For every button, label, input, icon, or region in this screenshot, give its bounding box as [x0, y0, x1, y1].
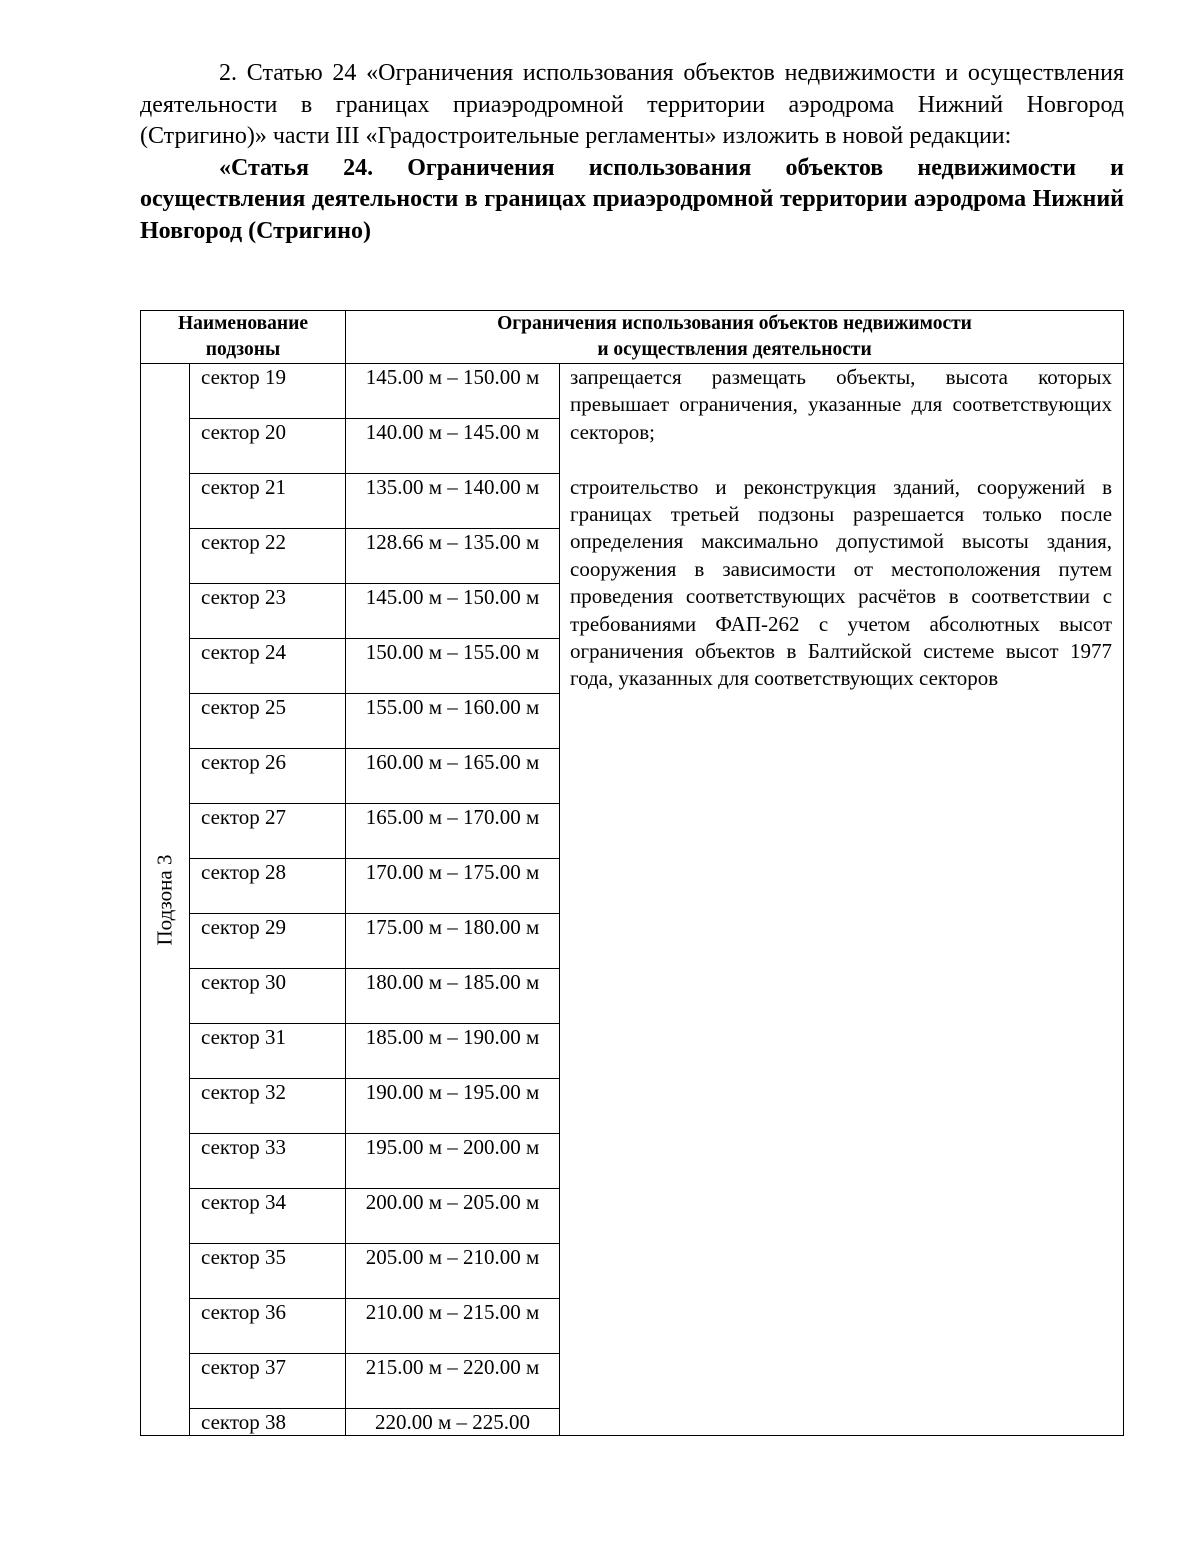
- height-range-cell: 140.00 м – 145.00 м: [346, 419, 560, 474]
- document-body: [140, 58, 1124, 247]
- height-range-cell: 185.00 м – 190.00 м: [346, 1024, 560, 1079]
- sector-cell: сектор 23: [190, 584, 346, 639]
- height-range-cell: 200.00 м – 205.00 м: [346, 1189, 560, 1244]
- sector-cell: сектор 28: [190, 859, 346, 914]
- height-range-cell: 145.00 м – 150.00 м: [346, 364, 560, 419]
- header-col2-line2: и осуществления деятельности: [597, 339, 872, 360]
- sector-cell: сектор 22: [190, 529, 346, 584]
- height-range-cell: 220.00 м – 225.00: [346, 1409, 560, 1436]
- sector-cell: сектор 26: [190, 749, 346, 804]
- sector-cell: сектор 32: [190, 1079, 346, 1134]
- height-range-cell: 155.00 м – 160.00 м: [346, 694, 560, 749]
- restriction-text-1: запрещается размещать объекты, высота которых превышает ограничения, указанные для соответствующих секторов;: [570, 365, 1113, 444]
- height-range-cell: 215.00 м – 220.00 м: [346, 1354, 560, 1409]
- height-range-cell: 180.00 м – 185.00 м: [346, 969, 560, 1024]
- sector-cell: сектор 29: [190, 914, 346, 969]
- sector-cell: сектор 33: [190, 1134, 346, 1189]
- height-range-cell: 170.00 м – 175.00 м: [346, 859, 560, 914]
- article-heading: «Статья 24. Ограничения использования объектов недвижимости и осуществления деятельности в границах приаэродромной территории аэродрома Нижний Новгород (Стригино): [140, 154, 1124, 244]
- height-range-cell: 210.00 м – 215.00 м: [346, 1299, 560, 1354]
- height-range-cell: 150.00 м – 155.00 м: [346, 639, 560, 694]
- sector-cell: сектор 30: [190, 969, 346, 1024]
- sector-cell: сектор 36: [190, 1299, 346, 1354]
- header-restrictions: [346, 311, 1124, 364]
- sector-cell: сектор 34: [190, 1189, 346, 1244]
- header-col1-line1: Наименование: [178, 313, 308, 334]
- restrictions-cell: [560, 364, 1124, 1436]
- header-col1-line2: подзоны: [205, 339, 281, 360]
- sector-cell: сектор 25: [190, 694, 346, 749]
- sector-cell: сектор 19: [190, 364, 346, 419]
- sector-cell: сектор 38: [190, 1409, 346, 1436]
- sector-cell: сектор 24: [190, 639, 346, 694]
- subzone-label: Подзона 3: [152, 854, 177, 945]
- sector-cell: сектор 21: [190, 474, 346, 529]
- height-range-cell: 160.00 м – 165.00 м: [346, 749, 560, 804]
- table-header-row: [141, 311, 1124, 364]
- height-range-cell: 128.66 м – 135.00 м: [346, 529, 560, 584]
- header-col2-line1: Ограничения использования объектов недвижимости: [497, 313, 972, 334]
- height-range-cell: 190.00 м – 195.00 м: [346, 1079, 560, 1134]
- height-range-cell: 165.00 м – 170.00 м: [346, 804, 560, 859]
- header-subzone-name: [141, 311, 346, 364]
- height-range-cell: 175.00 м – 180.00 м: [346, 914, 560, 969]
- subzone-cell: [141, 364, 190, 1436]
- height-range-cell: 145.00 м – 150.00 м: [346, 584, 560, 639]
- sector-cell: сектор 20: [190, 419, 346, 474]
- sector-cell: сектор 31: [190, 1024, 346, 1079]
- sector-cell: сектор 27: [190, 804, 346, 859]
- restriction-text-2: строительство и реконструкция зданий, сооружений в границах третьей подзоны разрешается только после определения максимально допустимой высоты здания, сооружения в зависимости от местоположения путем проведения соответствующих расчётов в соответствии с требованиями ФАП-262 с учетом абсолютных высот ограничения объектов в Балтийской системе высот 1977 года, указанных для соответствующих секторов: [570, 474, 1113, 691]
- intro-paragraph: 2. Статью 24 «Ограничения использования объектов недвижимости и осуществления деятельности в границах приаэродромной территории аэродрома Нижний Новгород (Стригино)» части III «Градостроительные регламенты» изложить в новой редакции:: [140, 60, 1124, 149]
- height-range-cell: 135.00 м – 140.00 м: [346, 474, 560, 529]
- height-range-cell: 195.00 м – 200.00 м: [346, 1134, 560, 1189]
- sector-cell: сектор 35: [190, 1244, 346, 1299]
- restrictions-table: [140, 310, 1124, 1436]
- height-range-cell: 205.00 м – 210.00 м: [346, 1244, 560, 1299]
- table-row: [141, 364, 1124, 419]
- sector-cell: сектор 37: [190, 1354, 346, 1409]
